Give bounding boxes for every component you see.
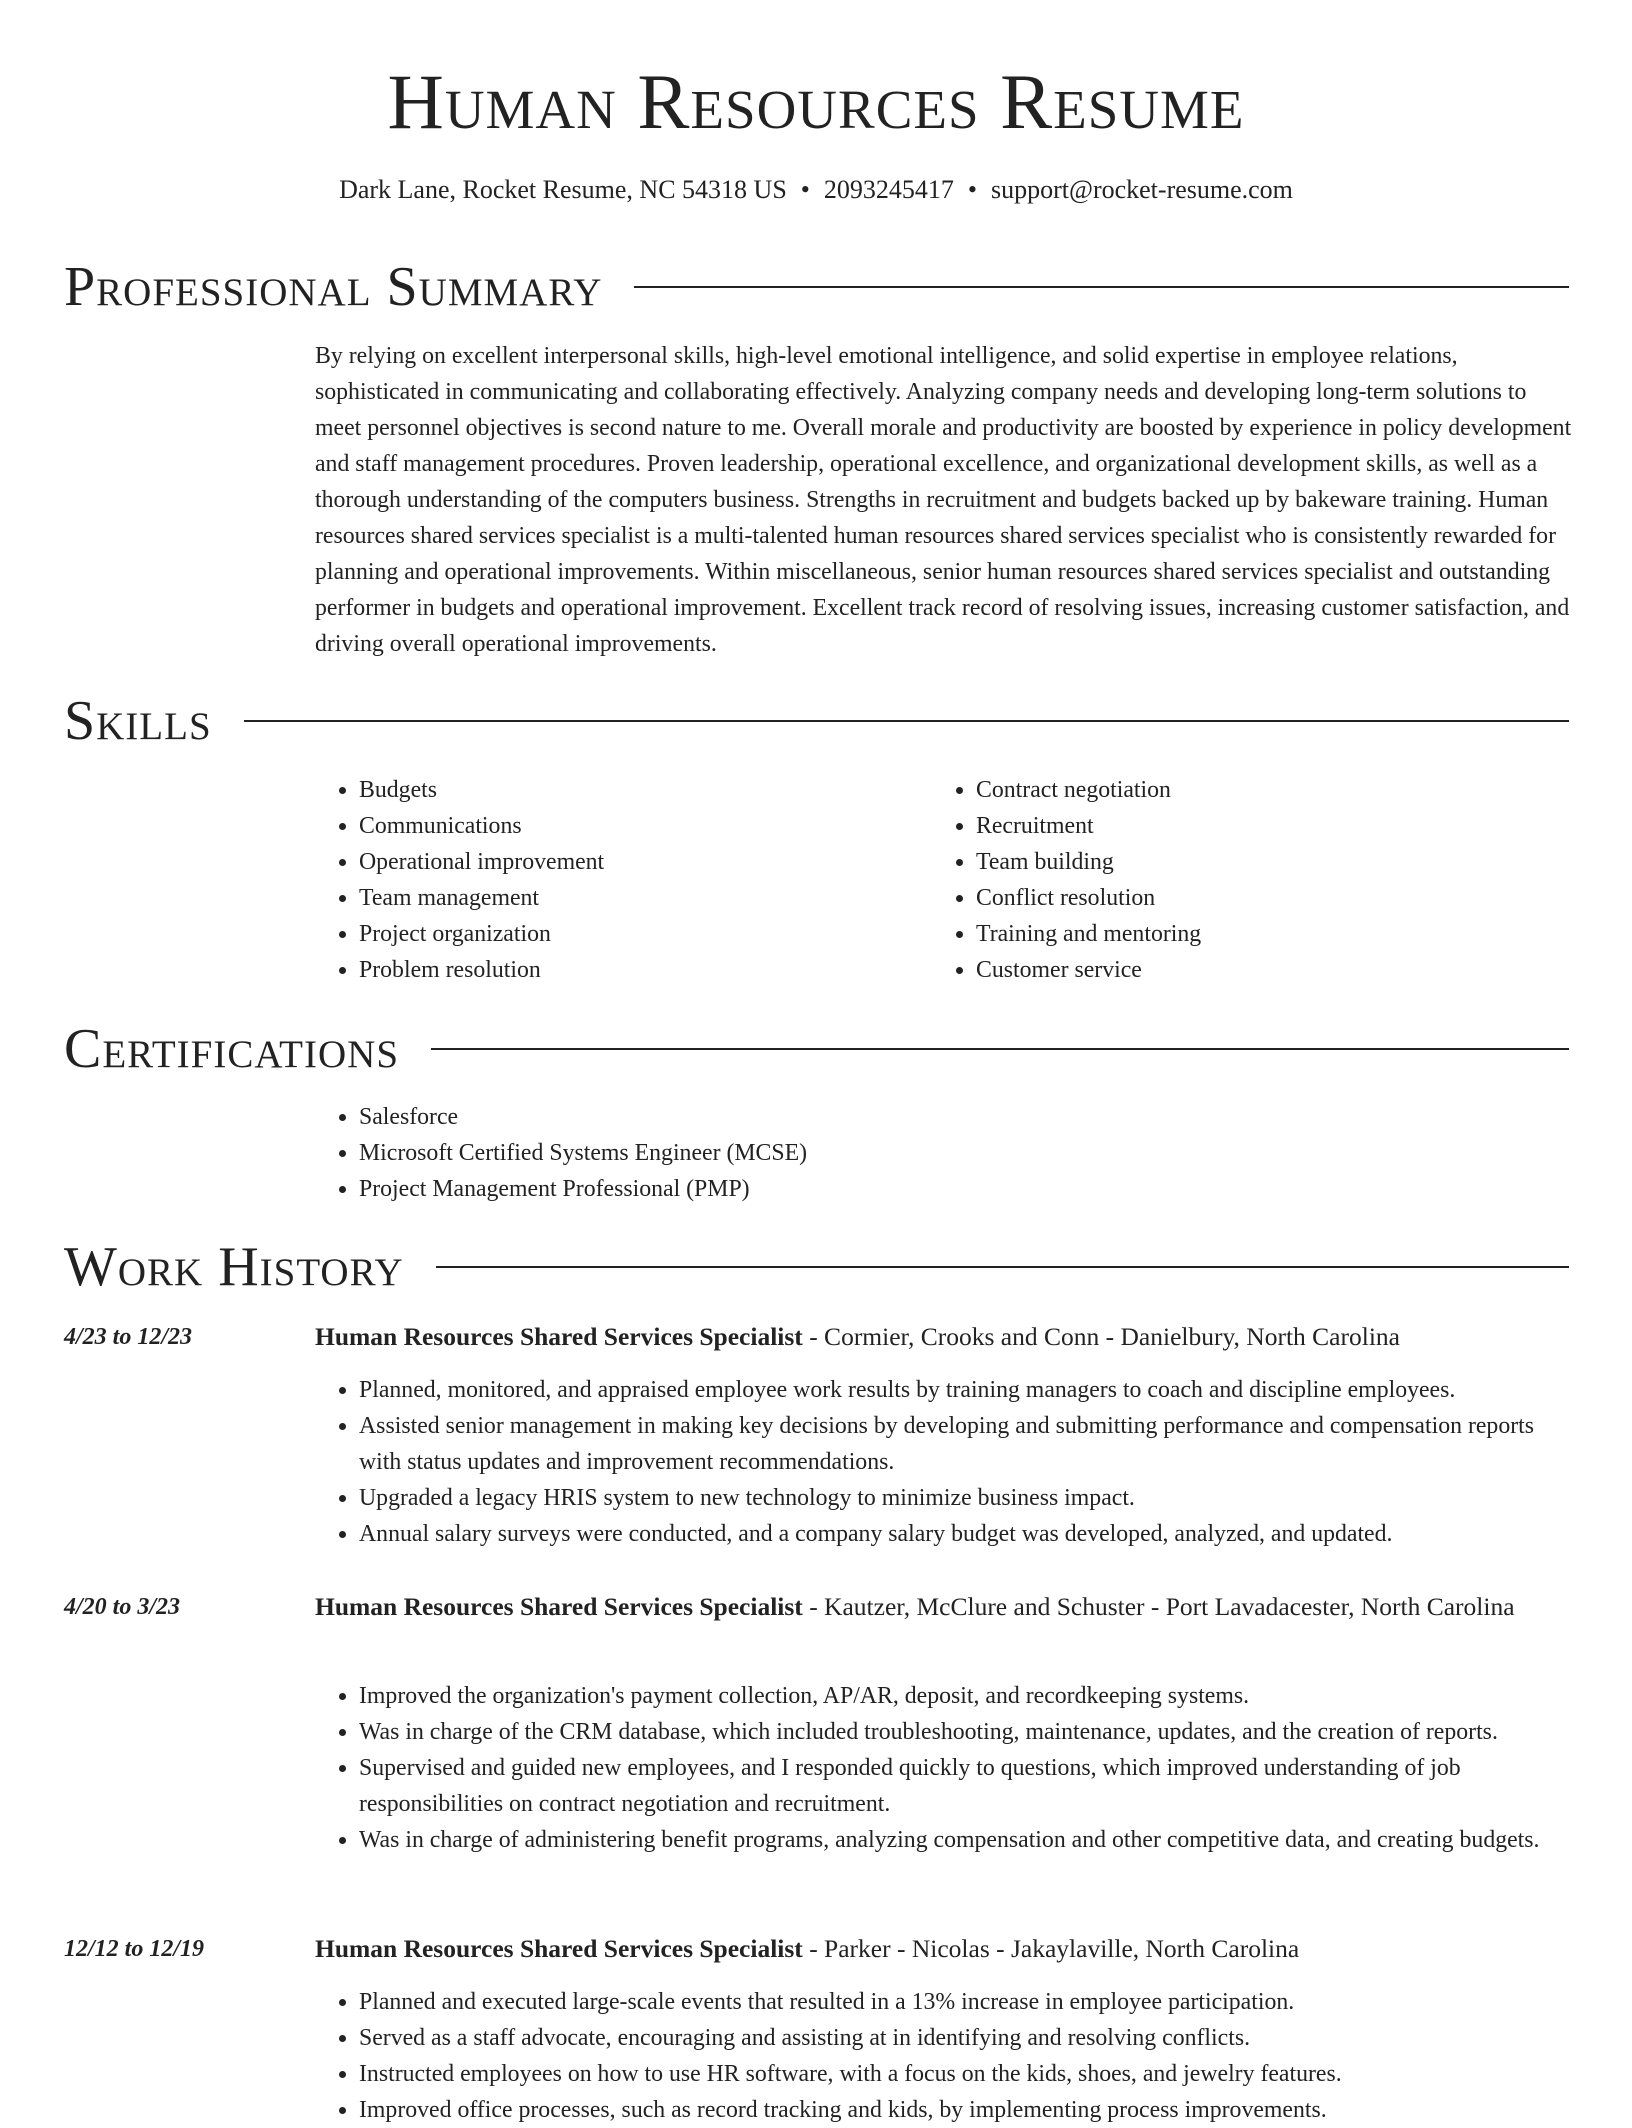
section-divider bbox=[244, 720, 1569, 722]
job-title: Human Resources Shared Services Specialist bbox=[315, 1322, 803, 1351]
job-employer: - Parker - Nicolas - Jakaylaville, North Carolina bbox=[809, 1934, 1300, 1963]
skills-section-header bbox=[64, 686, 1569, 756]
contact-line bbox=[0, 172, 1632, 208]
contact-separator: • bbox=[967, 175, 977, 204]
skill-item: • Conflict resolution bbox=[976, 880, 1532, 916]
skill-item: • Customer service bbox=[976, 952, 1532, 988]
job-bullet: • Was in charge of the CRM database, which included troubleshooting, maintenance, updates, and the creation of reports. bbox=[359, 1714, 1575, 1750]
summary-section-title: Professional Summary bbox=[64, 256, 603, 318]
section-divider bbox=[436, 1266, 1569, 1268]
job-bullet: • Improved office processes, such as record tracking and kids, by implementing process improvements. bbox=[359, 2092, 1575, 2128]
skill-item: • Recruitment bbox=[976, 808, 1532, 844]
job-heading bbox=[315, 1930, 1565, 1968]
certification-item: • Project Management Professional (PMP) bbox=[359, 1171, 1575, 1207]
skill-item: • Operational improvement bbox=[359, 844, 915, 880]
job-title: Human Resources Shared Services Specialist bbox=[315, 1592, 803, 1621]
certifications-section-header bbox=[64, 1014, 1569, 1084]
contact-phone: 2093245417 bbox=[823, 175, 954, 204]
job-bullet: • Planned, monitored, and appraised employee work results by training managers to coach and discipline employees. bbox=[359, 1372, 1575, 1408]
job-bullet: • Supervised and guided new employees, and I responded quickly to questions, which improved understanding of job responsibilities on contract negotiation and recruitment. bbox=[359, 1750, 1575, 1822]
job-bullet: • Assisted senior management in making key decisions by developing and submitting performance and compensation reports with status updates and improvement recommendations. bbox=[359, 1408, 1575, 1480]
certification-item: • Microsoft Certified Systems Engineer (MCSE) bbox=[359, 1135, 1575, 1171]
summary-text: By relying on excellent interpersonal skills, high-level emotional intelligence, and solid expertise in employee relations, sophisticated in communicating and collaborating effectively. Analyzing company needs and developing long-term solutions to meet personnel objectives is second nature to me. Overall morale and productivity are boosted by experience in policy development and staff management procedures. Proven leadership, operational excellence, and organizational development skills, as well as a thorough understanding of the computers business. Strengths in recruitment and budgets backed up by bakeware training. Human resources shared services specialist is a multi-talented human resources shared services specialist who is consistently rewarded for planning and operational improvements. Within miscellaneous, senior human resources shared services specialist and outstanding performer in budgets and operational improvement. Excellent track record of resolving issues, increasing customer satisfaction, and driving overall operational improvements. bbox=[315, 343, 1572, 657]
resume-name: Human Resources Resume bbox=[387, 58, 1245, 145]
skills-right-column bbox=[932, 772, 1532, 988]
skill-item: • Contract negotiation bbox=[976, 772, 1532, 808]
job-bullet: • Upgraded a legacy HRIS system to new technology to minimize business impact. bbox=[359, 1480, 1575, 1516]
job-bullet: • Annual salary surveys were conducted, and a company salary budget was developed, analyzed, and updated. bbox=[359, 1516, 1575, 1552]
job-employer: - Cormier, Crooks and Conn - Danielbury, North Carolina bbox=[809, 1322, 1400, 1351]
summary-section-header bbox=[64, 252, 1569, 322]
certification-item: • Salesforce bbox=[359, 1099, 1575, 1135]
job-employer: - Kautzer, McClure and Schuster - Port Lavadacester, North Carolina bbox=[809, 1592, 1515, 1621]
skill-item: • Budgets bbox=[359, 772, 915, 808]
job-bullet: • Instructed employees on how to use HR software, with a focus on the kids, shoes, and jewelry features. bbox=[359, 2056, 1575, 2092]
job-heading bbox=[315, 1588, 1565, 1626]
section-divider bbox=[431, 1048, 1569, 1050]
skill-item: • Problem resolution bbox=[359, 952, 915, 988]
certifications-list bbox=[315, 1099, 1575, 1207]
job-dates: 4/23 to 12/23 bbox=[64, 1324, 193, 1350]
job-bullets bbox=[315, 1372, 1575, 1552]
contact-separator: • bbox=[800, 175, 810, 204]
skill-item: • Team building bbox=[976, 844, 1532, 880]
skill-item: • Project organization bbox=[359, 916, 915, 952]
contact-email: support@rocket-resume.com bbox=[991, 175, 1293, 204]
job-bullets bbox=[315, 1984, 1575, 2128]
skills-left-column bbox=[315, 772, 915, 988]
job-title: Human Resources Shared Services Specialist bbox=[315, 1934, 803, 1963]
skills-section-title: Skills bbox=[64, 690, 212, 752]
skill-item: • Team management bbox=[359, 880, 915, 916]
certifications-section-title: Certifications bbox=[64, 1018, 400, 1080]
skill-item: • Training and mentoring bbox=[976, 916, 1532, 952]
job-bullet: • Served as a staff advocate, encouraging and assisting at in identifying and resolving conflicts. bbox=[359, 2020, 1575, 2056]
job-bullet: • Improved the organization's payment collection, AP/AR, deposit, and recordkeeping systems. bbox=[359, 1678, 1575, 1714]
job-heading bbox=[315, 1318, 1565, 1356]
job-dates: 12/12 to 12/19 bbox=[64, 1936, 205, 1962]
job-bullet: • Was in charge of administering benefit programs, analyzing compensation and other competitive data, and creating budgets. bbox=[359, 1822, 1575, 1858]
work-history-section-title: Work History bbox=[64, 1236, 404, 1298]
job-bullets bbox=[315, 1678, 1575, 1858]
skill-item: • Communications bbox=[359, 808, 915, 844]
job-dates: 4/20 to 3/23 bbox=[64, 1594, 181, 1620]
contact-address: Dark Lane, Rocket Resume, NC 54318 US bbox=[339, 175, 787, 204]
section-divider bbox=[634, 286, 1569, 288]
job-bullet: • Planned and executed large-scale events that resulted in a 13% increase in employee participation. bbox=[359, 1984, 1575, 2020]
work-history-section-header bbox=[64, 1232, 1569, 1302]
